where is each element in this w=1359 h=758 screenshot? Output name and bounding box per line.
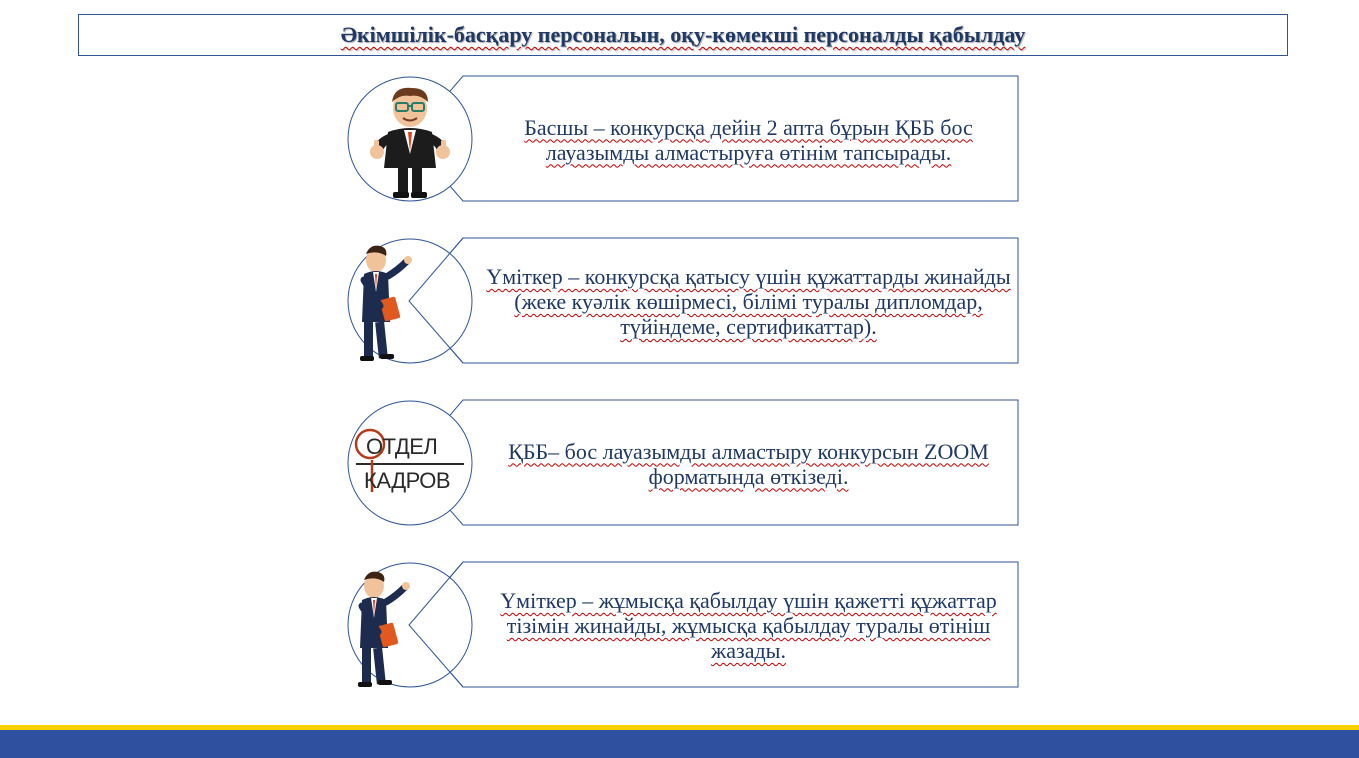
logo-line1: ОТДЕЛ [366, 434, 438, 459]
step-2 [346, 238, 1020, 365]
footer-bar [0, 730, 1359, 758]
step-3 [346, 400, 1020, 527]
step-4 [346, 562, 1020, 689]
candidate-with-folder-icon [348, 566, 418, 690]
step-3-text: ҚББ– бос лауазымды алмастыру конкурсын ZOOM форматында өткізеді. [508, 438, 989, 489]
step-4-text: Үміткер – жұмысқа қабылдау үшін қажетті құжаттар тізімін жинайды, жұмысқа қабылдау туралы өтініш жазады. [500, 588, 997, 663]
step-1-text: Басшы – конкурсқа дейін 2 апта бұрын ҚББ бос лауазымды алмастыруға өтінім тапсырады. [524, 114, 973, 165]
logo-line2: КАДРОВ [364, 468, 451, 493]
manager-thumbs-up-icon [360, 82, 460, 200]
step-1 [346, 76, 1020, 203]
page-title: Әкімшілік-басқару персоналын, оқу-көмекші персоналды қабылдау [340, 22, 1026, 47]
otdel-kadrov-logo [352, 422, 470, 502]
candidate-with-folder-icon [350, 240, 420, 364]
title-box [78, 14, 1288, 56]
step-2-text: Үміткер – конкурсқа қатысу үшін құжаттарды жинайды (жеке куәлік көшірмесі, білімі туралы дипломдар, түйіндеме, сертификаттар). [486, 264, 1011, 339]
